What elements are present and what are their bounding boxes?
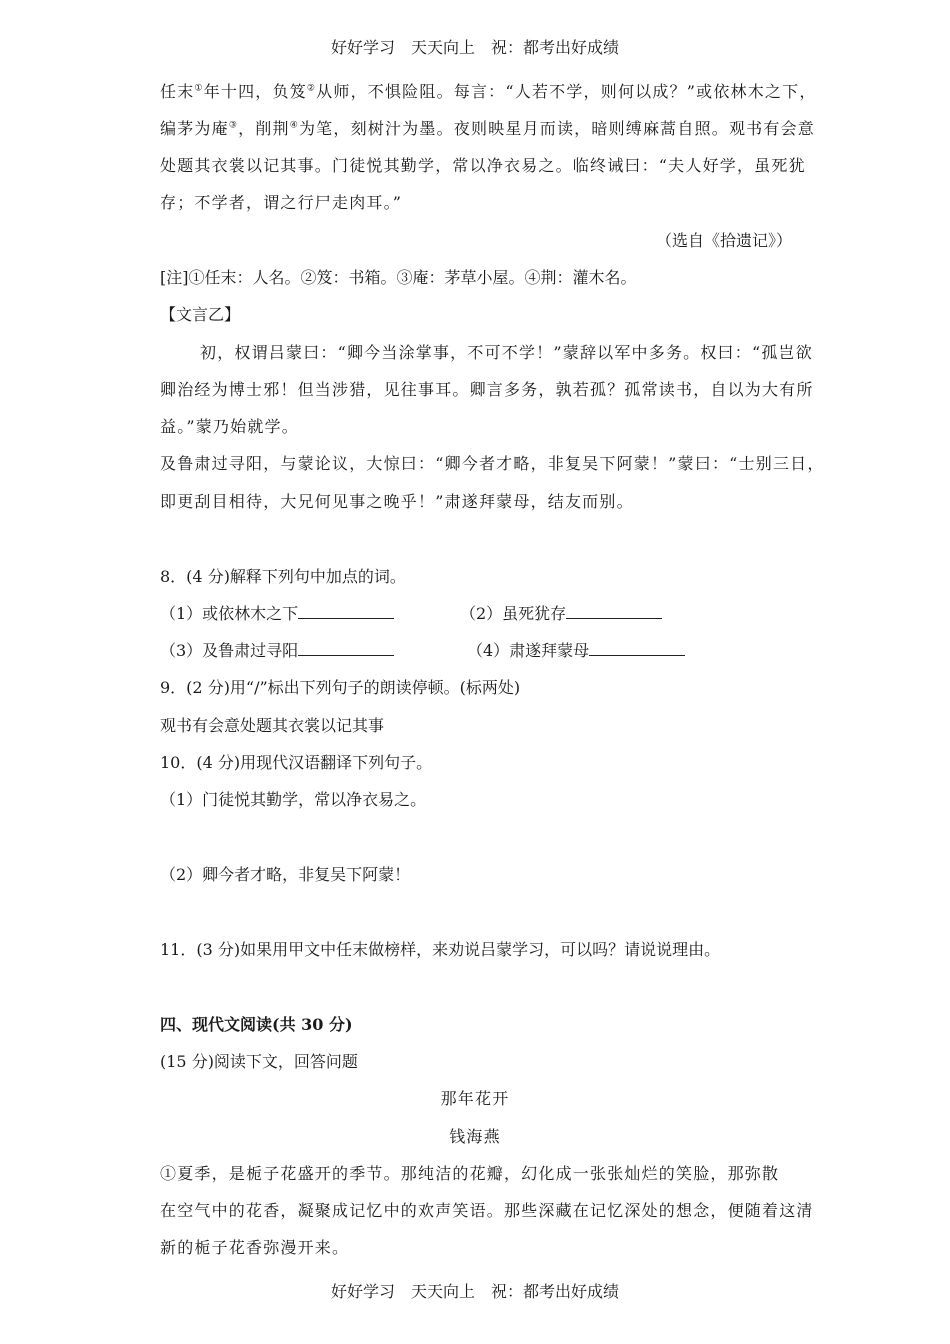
passage-b-line-2: 卿治经为博士邪！但当涉猎，见往事耳。卿言多务，孰若孤？孤常读书，自以为大有所 (160, 380, 814, 399)
passage-a-notes: [注]①任末：人名。②笈：书箱。③庵：茅草小屋。④荆：灌木名。 (160, 268, 637, 287)
article-author: 钱海燕 (449, 1127, 501, 1146)
article-paragraph-1-line-2: 在空气中的花香，凝聚成记忆中的欢声笑语。那些深藏在记忆深处的想念，便随着这清 (160, 1201, 814, 1220)
question-8-2: （2）虽死犹存 (460, 604, 662, 624)
question-9-sentence: 观书有会意处题其衣裳以记其事 (160, 716, 385, 735)
page-footer: 好好学习 天天向上 祝：都考出好成绩 (330, 1282, 619, 1301)
article-paragraph-1-line-1: ①夏季，是栀子花盛开的季节。那纯洁的花瓣，幻化成一张张灿烂的笑脸，那弥散 (160, 1164, 780, 1183)
passage-b-line-5: 即更刮目相待，大兄何见事之晚乎！”肃遂拜蒙母，结友而别。 (160, 492, 634, 511)
question-8-3: （3）及鲁肃过寻阳 (160, 641, 394, 661)
passage-a-line-2: 编茅为庵③，削荆④为笔，刻树汁为墨。夜则映星月而读，暗则缚麻蒿自照。观书有会意 (160, 119, 815, 138)
question-10: 10．(4 分)用现代汉语翻译下列句子。 (160, 753, 433, 772)
passage-b-line-1: 初，权谓吕蒙曰：“卿今当涂掌事，不可不学！”蒙辞以军中多务。权曰：“孤岂欲 (200, 343, 813, 362)
answer-blank[interactable] (566, 604, 662, 619)
passage-b-line-4: 及鲁肃过寻阳，与蒙论议，大惊曰：“卿今者才略，非复吴下阿蒙！”蒙曰：“士别三日， (160, 454, 825, 473)
passage-a-line-4: 存；不学者，谓之行尸走肉耳。” (160, 193, 403, 212)
passage-b-title: 【文言乙】 (160, 305, 241, 324)
article-paragraph-1-line-3: 新的栀子花香弥漫开来。 (160, 1238, 350, 1257)
passage-b-line-3: 益。”蒙乃始就学。 (160, 417, 299, 436)
question-8: 8．(4 分)解释下列句中加点的词。 (160, 567, 406, 586)
question-8-1: （1）或依林木之下 (160, 604, 394, 624)
passage-a-source: （选自《拾遗记》） (656, 231, 793, 250)
answer-blank[interactable] (589, 641, 685, 656)
question-11: 11．(3 分)如果用甲文中任末做榜样，来劝说吕蒙学习，可以吗？请说说理由。 (160, 940, 721, 959)
answer-blank[interactable] (298, 641, 394, 656)
question-10-1: （1）门徒悦其勤学，常以净衣易之。 (160, 790, 427, 809)
question-8-4: （4）肃遂拜蒙母 (467, 641, 685, 661)
page-header: 好好学习 天天向上 祝：都考出好成绩 (330, 38, 619, 57)
answer-blank[interactable] (298, 604, 394, 619)
passage-a-line-3: 处题其衣裳以记其事。门徒悦其勤学，常以净衣易之。临终诫曰：“夫人好学，虽死犹 (160, 156, 806, 175)
section-4-heading: 四、现代文阅读(共 30 分) (160, 1015, 353, 1034)
section-4-intro: (15 分)阅读下文，回答问题 (160, 1052, 358, 1071)
question-9: 9．(2 分)用“/”标出下列句子的朗读停顿。(标两处) (160, 678, 521, 697)
question-10-2: （2）卿今者才略，非复吴下阿蒙！ (160, 865, 411, 884)
article-title: 那年花开 (440, 1089, 510, 1108)
passage-a-line-1: 任末①年十四，负笈②从师，不惧险阻。每言：“人若不学，则何以成？”或依林木之下， (160, 82, 817, 101)
